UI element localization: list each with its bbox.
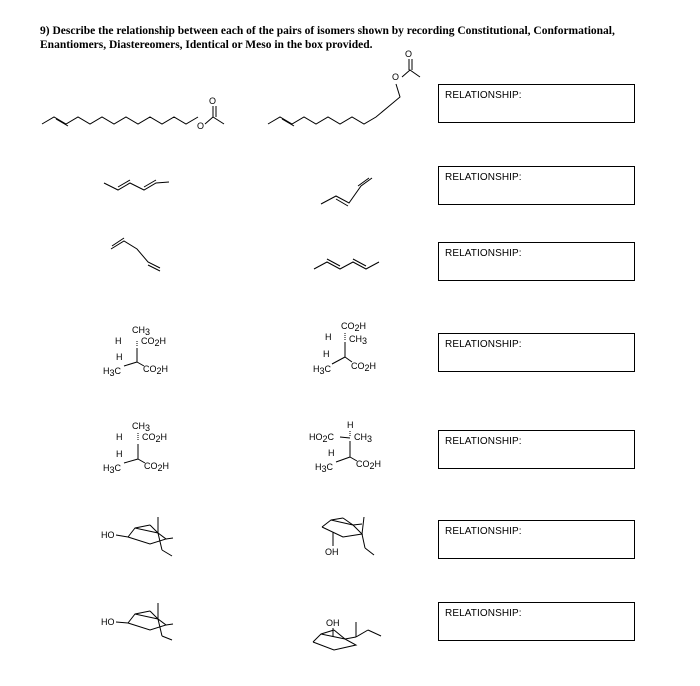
co2h-label: CO2H [351, 361, 377, 373]
structure-2b [321, 178, 372, 206]
structure-1a [42, 96, 224, 131]
structure-4b [313, 321, 376, 376]
structure-5b [309, 420, 381, 474]
structure-6b [322, 517, 374, 557]
relationship-label: RELATIONSHIP: [445, 339, 522, 350]
relationship-label: RELATIONSHIP: [445, 526, 522, 537]
oxygen-label: O [405, 49, 413, 59]
h-label: H [116, 432, 123, 442]
h3c-label: H3C [313, 364, 332, 376]
oh-label: OH [326, 618, 340, 628]
structure-7a [101, 603, 173, 640]
relationship-label: RELATIONSHIP: [445, 608, 522, 619]
structure-4a [103, 325, 168, 378]
oxygen-label: O [209, 96, 217, 106]
co2h-label: CO2H [356, 459, 382, 471]
relationship-label: RELATIONSHIP: [445, 436, 522, 447]
ch3-label: CH3 [132, 325, 151, 337]
co2h-label: CO2H [341, 321, 367, 333]
h3c-label: H3C [103, 366, 122, 378]
ho2c-label: HO2C [309, 432, 335, 444]
ho-label: HO [101, 530, 115, 540]
structure-7b [313, 618, 381, 650]
h-label: H [115, 336, 122, 346]
ch3-label: CH3 [354, 432, 373, 444]
h3c-label: H3C [315, 462, 334, 474]
h-label: H [347, 420, 354, 430]
relationship-label: RELATIONSHIP: [445, 248, 522, 259]
question-text: 9) Describe the relationship between each of the pairs of isomers shown by recording Constitutional, Conformational, Enantiomers, Diastereomers, Identical or Meso in the box provided. [40, 25, 615, 51]
oh-label: OH [325, 547, 339, 557]
h-label: H [325, 332, 332, 342]
h-label: H [116, 449, 123, 459]
oxygen-label: O [197, 121, 205, 131]
structure-5a [103, 421, 169, 475]
co2h-label: CO2H [144, 461, 170, 473]
relationship-label: RELATIONSHIP: [445, 90, 522, 101]
ho-label: HO [101, 617, 115, 627]
structure-6a [101, 517, 173, 556]
structure-1b [268, 49, 420, 126]
co2h-label: CO2H [142, 432, 168, 444]
oxygen-label: O [392, 72, 400, 82]
structure-3a [111, 238, 160, 271]
ch3-label: CH3 [132, 421, 151, 433]
h-label: H [323, 349, 330, 359]
relationship-label: RELATIONSHIP: [445, 172, 522, 183]
co2h-label: CO2H [141, 336, 167, 348]
h-label: H [116, 352, 123, 362]
h3c-label: H3C [103, 463, 122, 475]
structure-3b [314, 259, 379, 269]
co2h-label: CO2H [143, 364, 169, 376]
ch3-label: CH3 [349, 334, 368, 346]
structure-2a [104, 180, 169, 190]
h-label: H [328, 448, 335, 458]
